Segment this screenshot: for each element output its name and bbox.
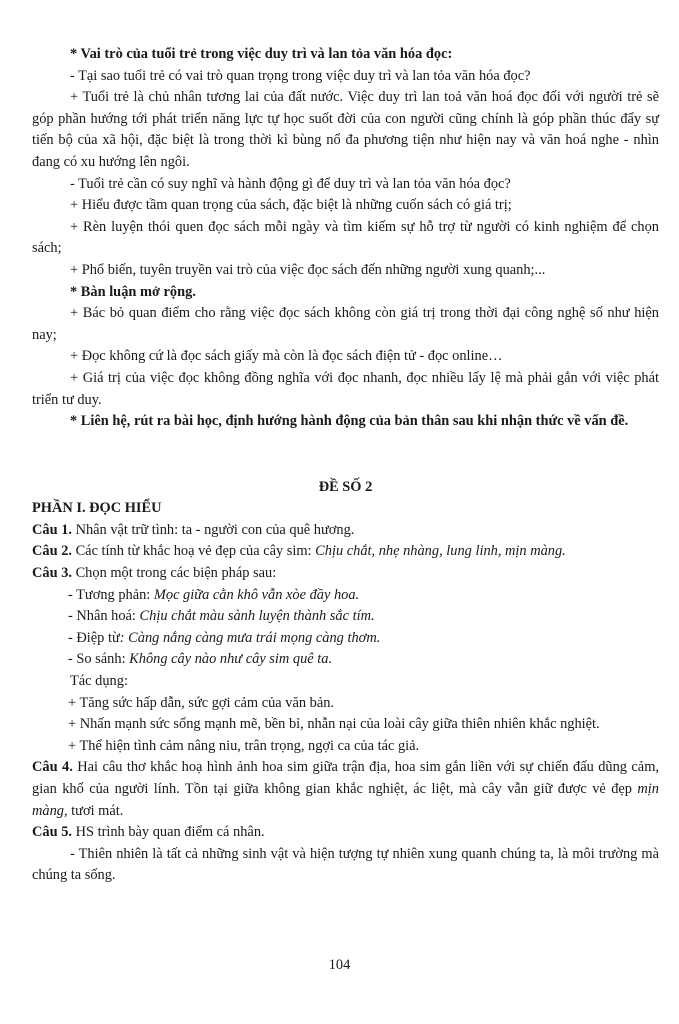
question-2 xyxy=(32,541,659,563)
question-5-text: HS trình bày quan điểm cá nhân. xyxy=(71,824,265,841)
page-number: 104 xyxy=(328,957,351,973)
question-3-text: Chọn một trong các biện pháp sau: xyxy=(71,565,277,582)
option-repetition-example: : Càng nắng càng mưa trái mọng càng thơm. xyxy=(119,629,381,646)
question-5 xyxy=(32,822,659,844)
effect-3: + Thể hiện tình cảm nâng niu, trân trọng, ngợi ca của tác giả. xyxy=(68,737,420,754)
option-repetition-label: - Điệp từ xyxy=(68,629,120,646)
option-comparison xyxy=(32,649,659,671)
answer-why: + Tuổi trẻ là chủ nhân tương lai của đất nước. Việc duy trì lan toả văn hoá đọc đối với người trẻ sẽ góp phần hướng tới phát triển năng lực tự học suốt đời của con người cũng chính là góp phần thúc đẩy sự tiến bộ của xã hội, đặc biệt là trong thời kì bùng nổ đa phương tiện như hiện nay và văn hoá nghe - nhìn đang có xu hướng lên ngôi. xyxy=(32,89,659,170)
discussion-2: + Đọc không cứ là đọc sách giấy mà còn là đọc sách điện tử - đọc online… xyxy=(70,348,503,365)
question-3 xyxy=(32,563,659,585)
question-what: - Tuổi trẻ cần có suy nghĩ và hành động gì để duy trì và lan tỏa văn hóa đọc? xyxy=(70,175,511,192)
effect-2: + Nhấn mạnh sức sống mạnh mẽ, bền bỉ, nhẫn nại của loài cây giữa thiên nhiên khắc nghiệt. xyxy=(68,716,600,733)
option-personification-example: Chịu chắt màu sành luyện thành sắc tím. xyxy=(139,608,375,625)
question-4-text-a: Hai câu thơ khắc hoạ hình ảnh hoa sim giữa trận địa, hoa sim gắn liền với sự chiến đấu dũng cảm, gian khổ của người lính. Tồn tại giữa không gian khắc nghiệt, ác liệt, mà cây vẫn giữ được vẻ đẹp xyxy=(32,759,659,797)
option-comparison-example: Không cây nào như cây sim quê ta. xyxy=(129,651,333,668)
question-why: - Tại sao tuổi trẻ có vai trò quan trọng trong việc duy trì và lan tỏa văn hóa đọc? xyxy=(70,67,531,84)
discussion-1: + Bác bỏ quan điểm cho rằng việc đọc sách không còn giá trị trong thời đại công nghệ số như hiện nay; xyxy=(32,305,659,343)
effect-heading: Tác dụng: xyxy=(70,673,128,690)
answer-5: - Thiên nhiên là tất cả những sinh vật và hiện tượng tự nhiên xung quanh chúng ta, là môi trường mà chúng ta sống. xyxy=(32,845,659,884)
option-contrast xyxy=(32,585,659,607)
question-4 xyxy=(32,757,659,822)
heading-youth-role: * Vai trò của tuổi trẻ trong việc duy trì và lan tỏa văn hóa đọc: xyxy=(70,46,453,62)
option-personification-label: - Nhân hoá: xyxy=(68,608,140,625)
section-heading: PHẦN I. ĐỌC HIỂU xyxy=(32,500,162,517)
question-5-label: Câu 5. xyxy=(32,824,72,841)
heading-discussion: * Bàn luận mở rộng. xyxy=(70,283,196,300)
option-personification xyxy=(32,606,659,628)
discussion-3: + Giá trị của việc đọc không đồng nghĩa với đọc nhanh, đọc nhiều lấy lệ mà phải gắn với việc phát triển tư duy. xyxy=(32,369,659,408)
question-2-label: Câu 2. xyxy=(32,543,72,560)
heading-lesson: * Liên hệ, rút ra bài học, định hướng hành động của bản thân sau khi nhận thức về vấn đề. xyxy=(70,413,629,430)
question-4-text-b: , tươi mát. xyxy=(63,802,124,819)
question-1-text: Nhân vật trữ tình: ta - người con của quê hương. xyxy=(71,521,355,538)
exam-title: ĐỀ SỐ 2 xyxy=(318,478,373,495)
answer-what-2: + Rèn luyện thói quen đọc sách mỗi ngày và tìm kiếm sự hỗ trợ từ người có kinh nghiệm để chọn sách; xyxy=(32,218,659,257)
question-2-text: Các tính từ khắc hoạ vẻ đẹp của cây sim: xyxy=(71,543,316,560)
option-comparison-label: - So sánh: xyxy=(68,651,130,668)
question-1 xyxy=(32,520,659,542)
answer-what-1: + Hiểu được tầm quan trọng của sách, đặc biệt là những cuốn sách có giá trị; xyxy=(70,197,512,214)
option-contrast-example: Mọc giữa cằn khô vẫn xòe đầy hoa. xyxy=(153,586,360,603)
question-4-italic: mịn màng xyxy=(32,781,659,819)
question-1-label: Câu 1. xyxy=(32,521,72,538)
effect-1: + Tăng sức hấp dẫn, sức gợi cảm của văn bản. xyxy=(68,694,335,711)
option-contrast-label: - Tương phản: xyxy=(68,586,154,603)
question-4-label: Câu 4. xyxy=(32,759,73,776)
option-repetition xyxy=(32,628,659,650)
question-2-adjectives: Chịu chắt, nhẹ nhàng, lung linh, mịn màng. xyxy=(315,543,566,560)
question-3-label: Câu 3. xyxy=(32,565,72,582)
answer-what-3: + Phổ biến, tuyên truyền vai trò của việc đọc sách đến những người xung quanh;... xyxy=(70,261,546,278)
